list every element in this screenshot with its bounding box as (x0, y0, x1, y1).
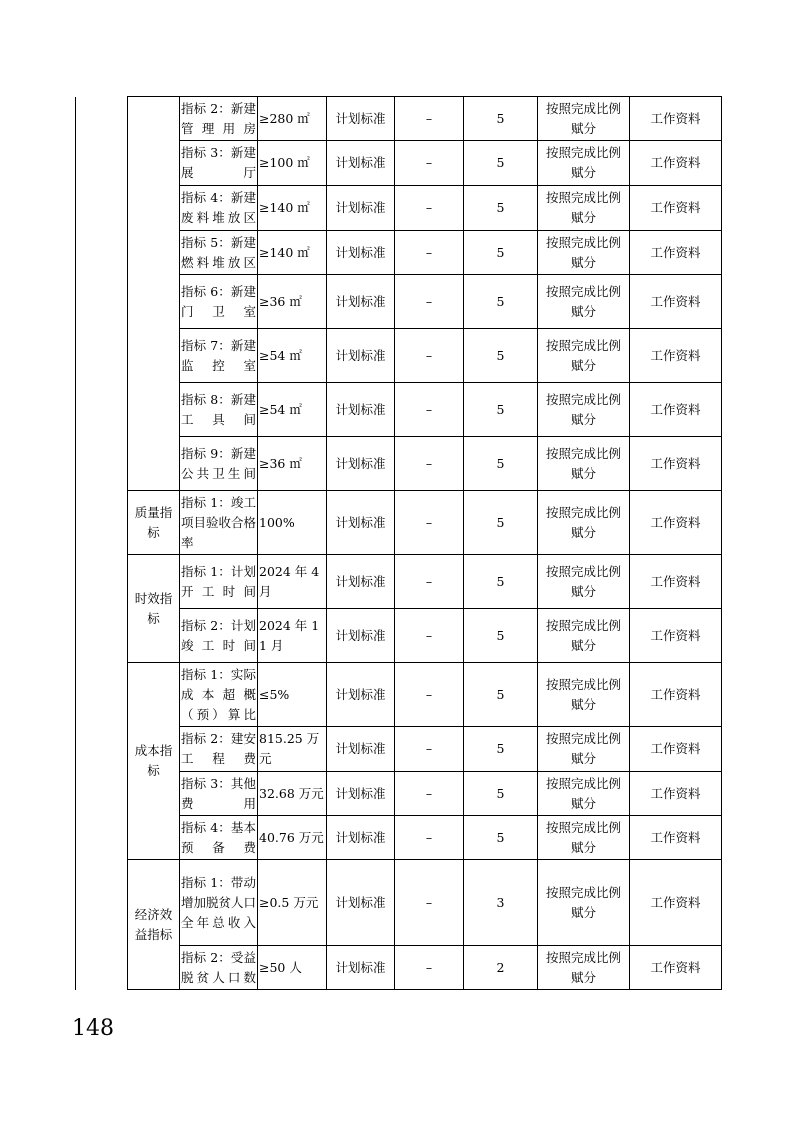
dash-cell: – (395, 727, 464, 772)
dash-cell: – (395, 231, 464, 275)
metric-cell: 指标 7：新建监控室 (180, 329, 258, 383)
metric-cell: 指标 1：竣工项目验收合格率 (180, 491, 258, 555)
source-cell: 工作资料 (630, 860, 722, 946)
score-cell: 3 (464, 860, 538, 946)
target-value-cell: ≥36 ㎡ (258, 437, 327, 491)
dash-cell: – (395, 437, 464, 491)
standard-cell: 计划标准 (327, 437, 395, 491)
target-value-cell: 100% (258, 491, 327, 555)
dash-cell: – (395, 329, 464, 383)
score-cell: 5 (464, 727, 538, 772)
standard-cell: 计划标准 (327, 663, 395, 727)
dash-cell: – (395, 609, 464, 663)
score-cell: 5 (464, 555, 538, 609)
method-cell: 按照完成比例赋分 (538, 97, 630, 141)
score-cell: 5 (464, 663, 538, 727)
standard-cell: 计划标准 (327, 275, 395, 329)
score-cell: 5 (464, 329, 538, 383)
source-cell: 工作资料 (630, 186, 722, 231)
score-cell: 5 (464, 491, 538, 555)
dash-cell: – (395, 97, 464, 141)
method-cell: 按照完成比例赋分 (538, 860, 630, 946)
table-row (76, 97, 722, 141)
source-cell: 工作资料 (630, 231, 722, 275)
category-cell-timeliness: 时效指标 (128, 555, 180, 663)
standard-cell: 计划标准 (327, 141, 395, 186)
target-value-cell: 2024 年 11 月 (258, 609, 327, 663)
standard-cell: 计划标准 (327, 491, 395, 555)
standard-cell: 计划标准 (327, 609, 395, 663)
score-cell: 5 (464, 97, 538, 141)
method-cell: 按照完成比例赋分 (538, 437, 630, 491)
target-value-cell: ≥54 ㎡ (258, 383, 327, 437)
target-value-cell: ≤5% (258, 663, 327, 727)
standard-cell: 计划标准 (327, 816, 395, 860)
source-cell: 工作资料 (630, 772, 722, 816)
metric-cell: 指标 1：实际成本超概（预）算比 (180, 663, 258, 727)
score-cell: 5 (464, 231, 538, 275)
source-cell: 工作资料 (630, 329, 722, 383)
metric-cell: 指标 2：建安工程费 (180, 727, 258, 772)
target-value-cell: ≥140 ㎡ (258, 231, 327, 275)
score-cell: 5 (464, 383, 538, 437)
metric-cell: 指标 1：计划开工时间 (180, 555, 258, 609)
target-value-cell: 32.68 万元 (258, 772, 327, 816)
dash-cell: – (395, 946, 464, 990)
category-cell-economic: 经济效益指标 (128, 860, 180, 990)
target-value-cell: ≥54 ㎡ (258, 329, 327, 383)
source-cell: 工作资料 (630, 275, 722, 329)
standard-cell: 计划标准 (327, 231, 395, 275)
score-cell: 5 (464, 437, 538, 491)
method-cell: 按照完成比例赋分 (538, 727, 630, 772)
source-cell: 工作资料 (630, 141, 722, 186)
method-cell: 按照完成比例赋分 (538, 663, 630, 727)
metric-cell: 指标 6：新建门卫室 (180, 275, 258, 329)
target-value-cell: ≥280 ㎡ (258, 97, 327, 141)
source-cell: 工作资料 (630, 491, 722, 555)
standard-cell: 计划标准 (327, 97, 395, 141)
first-level-category-cell (76, 97, 128, 990)
metric-cell: 指标 2：受益脱贫人口数 (180, 946, 258, 990)
source-cell: 工作资料 (630, 609, 722, 663)
metric-cell: 指标 3：其他费用 (180, 772, 258, 816)
standard-cell: 计划标准 (327, 329, 395, 383)
source-cell: 工作资料 (630, 816, 722, 860)
metric-cell: 指标 5：新建燃料堆放区 (180, 231, 258, 275)
source-cell: 工作资料 (630, 946, 722, 990)
table-row (76, 663, 722, 727)
method-cell: 按照完成比例赋分 (538, 275, 630, 329)
dash-cell: – (395, 186, 464, 231)
method-cell: 按照完成比例赋分 (538, 555, 630, 609)
score-cell: 5 (464, 186, 538, 231)
method-cell: 按照完成比例赋分 (538, 231, 630, 275)
metric-cell: 指标 1：带动增加脱贫人口全年总收入 (180, 860, 258, 946)
dash-cell: – (395, 860, 464, 946)
target-value-cell: 815.25 万元 (258, 727, 327, 772)
method-cell: 按照完成比例赋分 (538, 772, 630, 816)
source-cell: 工作资料 (630, 727, 722, 772)
standard-cell: 计划标准 (327, 727, 395, 772)
target-value-cell: ≥50 人 (258, 946, 327, 990)
score-cell: 5 (464, 141, 538, 186)
table-row (76, 491, 722, 555)
standard-cell: 计划标准 (327, 383, 395, 437)
score-cell: 5 (464, 772, 538, 816)
method-cell: 按照完成比例赋分 (538, 329, 630, 383)
method-cell: 按照完成比例赋分 (538, 609, 630, 663)
metric-cell: 指标 8：新建工具间 (180, 383, 258, 437)
metric-cell: 指标 2：计划竣工时间 (180, 609, 258, 663)
target-value-cell: ≥140 ㎡ (258, 186, 327, 231)
standard-cell: 计划标准 (327, 946, 395, 990)
method-cell: 按照完成比例赋分 (538, 141, 630, 186)
dash-cell: – (395, 491, 464, 555)
method-cell: 按照完成比例赋分 (538, 491, 630, 555)
category-cell-quality: 质量指标 (128, 491, 180, 555)
dash-cell: – (395, 141, 464, 186)
score-cell: 5 (464, 816, 538, 860)
metric-cell: 指标 2：新建管理用房 (180, 97, 258, 141)
dash-cell: – (395, 383, 464, 437)
metric-cell: 指标 9：新建公共卫生间 (180, 437, 258, 491)
target-value-cell: ≥0.5 万元 (258, 860, 327, 946)
method-cell: 按照完成比例赋分 (538, 816, 630, 860)
source-cell: 工作资料 (630, 97, 722, 141)
score-cell: 2 (464, 946, 538, 990)
score-cell: 5 (464, 275, 538, 329)
source-cell: 工作资料 (630, 555, 722, 609)
metric-cell: 指标 4：新建废料堆放区 (180, 186, 258, 231)
page-number: 148 (72, 1016, 114, 1041)
method-cell: 按照完成比例赋分 (538, 186, 630, 231)
source-cell: 工作资料 (630, 663, 722, 727)
indicator-table-container (75, 96, 722, 990)
target-value-cell: ≥100 ㎡ (258, 141, 327, 186)
indicator-table (75, 96, 722, 990)
dash-cell: – (395, 772, 464, 816)
metric-cell: 指标 3：新建展厅 (180, 141, 258, 186)
method-cell: 按照完成比例赋分 (538, 383, 630, 437)
method-cell: 按照完成比例赋分 (538, 946, 630, 990)
target-value-cell: ≥36 ㎡ (258, 275, 327, 329)
table-row (76, 860, 722, 946)
dash-cell: – (395, 816, 464, 860)
standard-cell: 计划标准 (327, 186, 395, 231)
dash-cell: – (395, 663, 464, 727)
target-value-cell: 40.76 万元 (258, 816, 327, 860)
dash-cell: – (395, 275, 464, 329)
dash-cell: – (395, 555, 464, 609)
category-cell-continued (128, 97, 180, 491)
score-cell: 5 (464, 609, 538, 663)
standard-cell: 计划标准 (327, 860, 395, 946)
source-cell: 工作资料 (630, 437, 722, 491)
table-row (76, 555, 722, 609)
category-cell-cost: 成本指标 (128, 663, 180, 860)
metric-cell: 指标 4：基本预备费 (180, 816, 258, 860)
source-cell: 工作资料 (630, 383, 722, 437)
standard-cell: 计划标准 (327, 772, 395, 816)
target-value-cell: 2024 年 4 月 (258, 555, 327, 609)
standard-cell: 计划标准 (327, 555, 395, 609)
